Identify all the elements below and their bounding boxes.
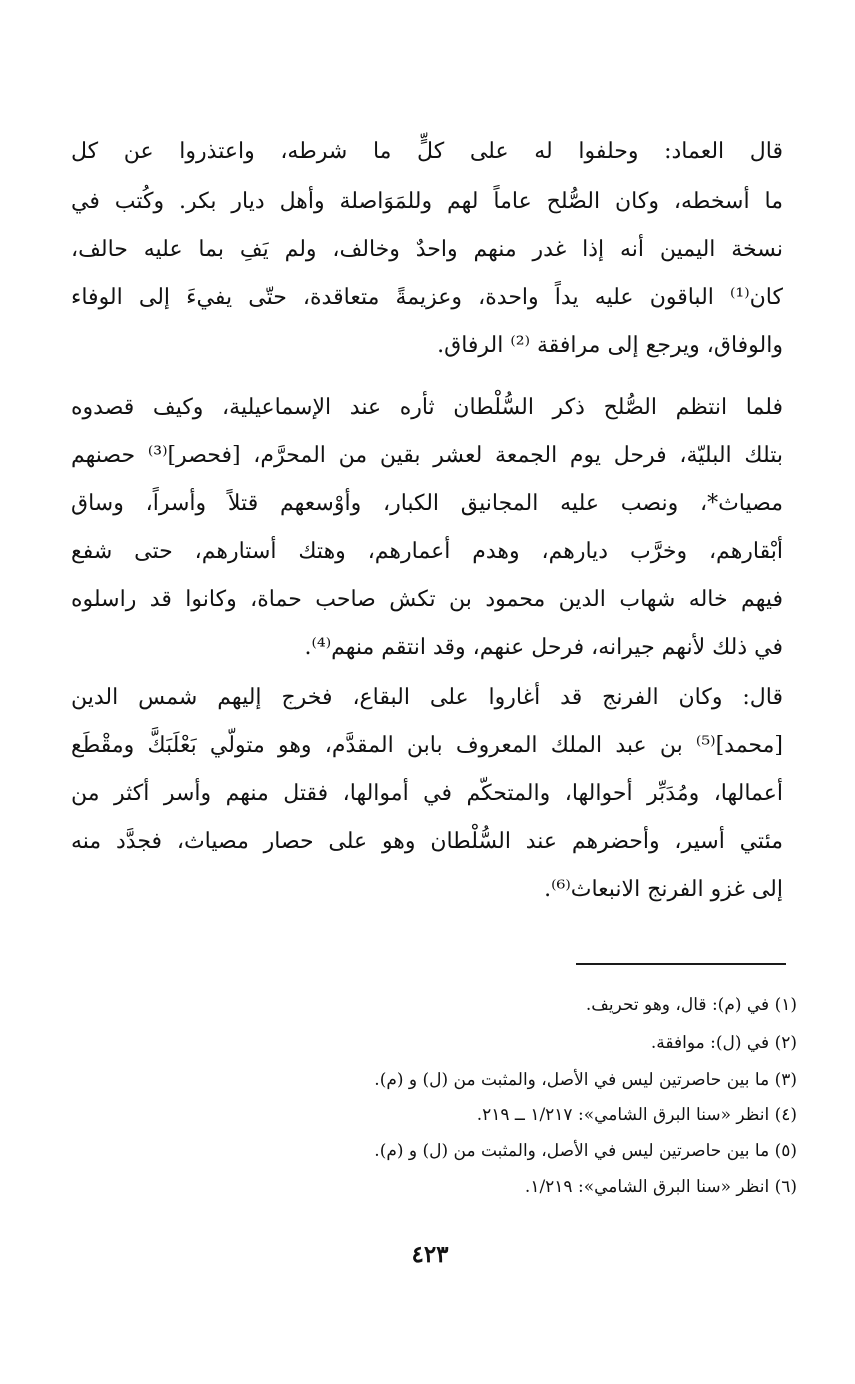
paragraph-3-line-3: أعمالها، ومُدَبِّر أحوالها، والمتحكّم في أموالها، فقتل منهم وأسر أكثر من xyxy=(71,781,783,806)
paragraph-2-line-4: أبْقارهم، وخرَّب ديارهم، وهدم أعمارهم، وهتك أستارهم، حتى شفع xyxy=(71,539,783,564)
paragraph-1-line-1: قال العماد: وحلفوا له على كلٍّ ما شرطه، واعتذروا عن كل xyxy=(71,139,783,164)
footnote-6: (٦) انظر «سنا البرق الشامي»: ١/٢١٩. xyxy=(524,1177,797,1197)
paragraph-3-line-2: [محمد]⁽⁵⁾ بن عبد الملك المعروف بابن المقدَّم، وهو متولّي بَعْلَبَكَّ ومقْطَع xyxy=(71,733,783,758)
paragraph-2-line-1: فلما انتظم الصُّلح ذكر السُّلْطان ثأره عند الإسماعيلية، وكيف قصدوه xyxy=(71,395,783,420)
footnote-3: (٣) ما بين حاصرتين ليس في الأصل، والمثبت من (ل) و (م). xyxy=(374,1070,797,1090)
paragraph-1-line-4: كان⁽¹⁾ الباقون عليه يداً واحدة، وعزيمةً متعاقدة، حتّى يفيءَ إلى الوفاء xyxy=(71,285,783,310)
paragraph-1-line-2: ما أسخطه، وكان الصُّلح عاماً لهم وللمَوَاصلة وأهل ديار بكر. وكُتب في xyxy=(71,189,783,214)
footnote-5: (٥) ما بين حاصرتين ليس في الأصل، والمثبت من (ل) و (م). xyxy=(374,1141,797,1161)
footnote-1: (١) في (م): قال، وهو تحريف. xyxy=(585,995,797,1015)
footnote-separator xyxy=(576,963,786,965)
paragraph-3-line-5: إلى غزو الفرنج الانبعاث⁽⁶⁾. xyxy=(544,877,783,902)
paragraph-2-line-6: في ذلك لأنهم جيرانه، فرحل عنهم، وقد انتقم منهم⁽⁴⁾. xyxy=(304,635,783,660)
paragraph-2-line-3: مصياث*، ونصب عليه المجانيق الكبار، وأوْسعهم قتلاً وأسراً، وساق xyxy=(71,491,783,516)
paragraph-1-line-3: نسخة اليمين أنه إذا غدر منهم واحدٌ وخالف، ولم يَفِ بما عليه حالف، xyxy=(71,237,783,262)
paragraph-3-line-4: مئتي أسير، وأحضرهم عند السُّلْطان وهو على حصار مصياث، فجدَّد منه xyxy=(71,829,783,854)
paragraph-2-line-2: بتلك البليّة، فرحل يوم الجمعة لعشر بقين من المحرَّم، [فحصر]⁽³⁾ حصنهم xyxy=(71,443,783,468)
page-number: ٤٢٣ xyxy=(411,1241,449,1268)
paragraph-1-line-5: والوفاق، ويرجع إلى مرافقة ⁽²⁾ الرفاق. xyxy=(437,333,783,358)
footnote-4: (٤) انظر «سنا البرق الشامي»: ١/٢١٧ ــ ٢١٩. xyxy=(476,1105,797,1125)
footnote-2: (٢) في (ل): موافقة. xyxy=(650,1033,797,1053)
paragraph-3-line-1: قال: وكان الفرنج قد أغاروا على البقاع، فخرج إليهم شمس الدين xyxy=(71,685,783,710)
paragraph-2-line-5: فيهم خاله شهاب الدين محمود بن تكش صاحب حماة، وكانوا قد راسلوه xyxy=(71,587,783,612)
